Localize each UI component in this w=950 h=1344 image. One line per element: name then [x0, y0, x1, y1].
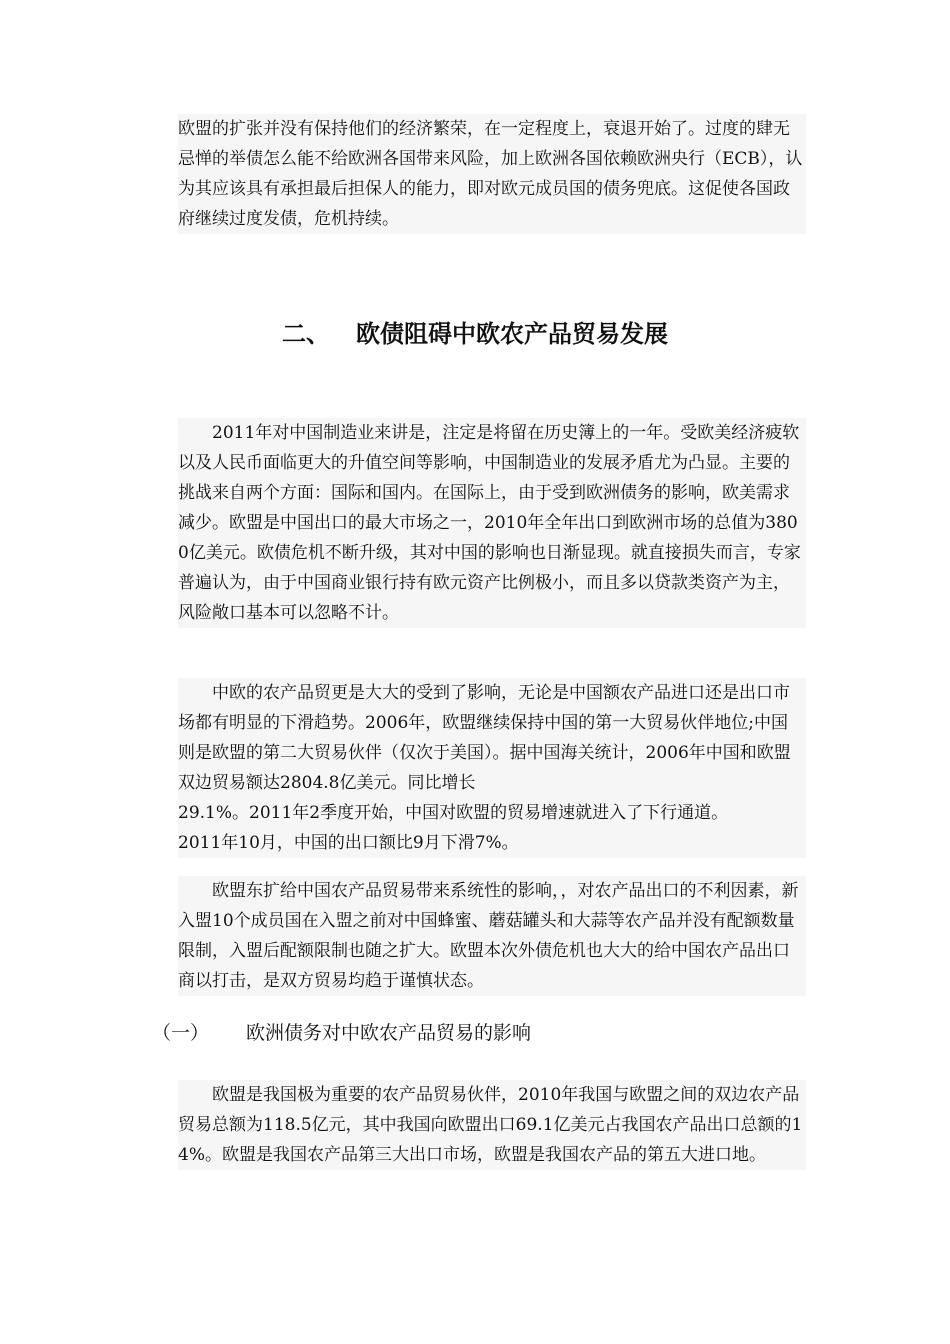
paragraph-eu-trade-partner: [178, 1080, 806, 1170]
paragraph-text: 中欧的农产品贸更是大大的受到了影响，无论是中国额农产品进口还是出口市场都有明显的下滑趋势。2006年，欧盟继续保持中国的第一大贸易伙伴地位;中国则是欧盟的第二大贸易伙伴（仅次于美国）。据中国海关统计，2006年中国和欧盟双边贸易额达2804.8亿美元。同比增长: [178, 683, 791, 793]
subsection-title: 欧洲债务对中欧农产品贸易的影响: [246, 1022, 532, 1044]
section-number: 二、: [282, 320, 330, 348]
paragraph-line: 2011年10月，中国的出口额比9月下滑7%。: [178, 833, 519, 853]
paragraph-line: 29.1%。2011年2季度开始，中国对欧盟的贸易增速就进入了下行通道。: [178, 803, 729, 823]
section-title: 欧债阻碍中欧农产品贸易发展: [356, 320, 668, 348]
paragraph-agri-trade-impact: [178, 678, 806, 858]
paragraph-text: 欧盟东扩给中国农产品贸易带来系统性的影响，，对农产品出口的不利因素，新入盟10个成员国在入盟之前对中国蜂蜜、蘑菇罐头和大蒜等农产品并没有配额数量限制，入盟后配额限制也随之扩大。欧盟本次外债危机也大大的给中国农产品出口商以打击，是双方贸易均趋于谨慎状态。: [178, 881, 799, 991]
paragraph-manufacturing-2011: [178, 418, 806, 628]
paragraph-text: 2011年对中国制造业来讲是，注定是将留在历史簿上的一年。受欧美经济疲软以及人民币面临更大的升值空间等影响，中国制造业的发展矛盾尤为凸显。主要的挑战来自两个方面：国际和国内。在国际上，由于受到欧洲债务的影响，欧美需求减少。欧盟是中国出口的最大市场之一，2010年全年出口到欧洲市场的总值为3800亿美元。欧债危机不断升级，其对中国的影响也日渐显现。就直接损失而言，专家普遍认为，由于中国商业银行持有欧元资产比例极小，而且多以贷款类资产为主，风险敞口基本可以忽略不计。: [178, 423, 801, 623]
paragraph-eu-enlargement: [178, 876, 806, 996]
section-heading: [0, 314, 950, 354]
paragraph-text: 欧盟的扩张并没有保持他们的经济繁荣，在一定程度上，衰退开始了。过度的肆无忌惮的举债怎么能不给欧洲各国带来风险，加上欧洲各国依赖欧洲央行（ECB），认为其应该具有承担最后担保人的能力，即对欧元成员国的债务兜底。这促使各国政府继续过度发债，危机持续。: [178, 119, 803, 229]
paragraph-eu-expansion: [178, 114, 806, 234]
subsection-heading: [152, 1016, 531, 1050]
paragraph-line-group: [178, 678, 804, 798]
subsection-number: （一）: [152, 1022, 210, 1044]
paragraph-text: 欧盟是我国极为重要的农产品贸易伙伴，2010年我国与欧盟之间的双边农产品贸易总额为118.5亿元，其中我国向欧盟出口69.1亿美元占我国农产品出口总额的14%。欧盟是我国农产品第三大出口市场，欧盟是我国农产品的第五大进口地。: [178, 1085, 803, 1165]
